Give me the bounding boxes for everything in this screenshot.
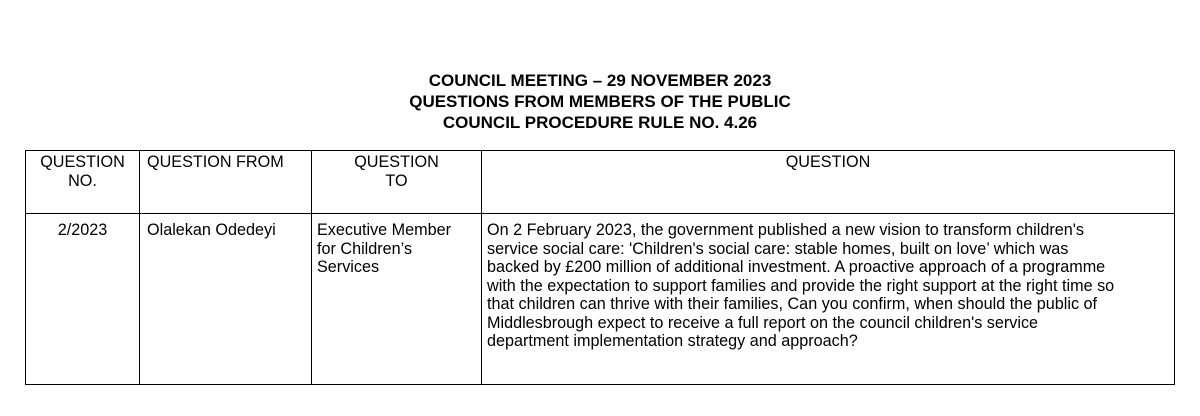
header-question-to-line1: QUESTION — [354, 153, 439, 171]
question-number-cell — [26, 214, 140, 385]
question-from: Olalekan Odedeyi — [147, 221, 276, 239]
question-to-line: Services — [317, 258, 380, 276]
question-to-line: for Children’s — [317, 239, 413, 258]
section-title: QUESTIONS FROM MEMBERS OF THE PUBLIC — [409, 92, 791, 111]
document-heading — [0, 70, 1200, 133]
header-question-to — [312, 151, 482, 214]
meeting-title: COUNCIL MEETING – 29 NOVEMBER 2023 — [428, 71, 772, 90]
header-question-from-label: QUESTION FROM — [147, 153, 284, 171]
question-to-cell — [312, 214, 482, 385]
question-text-line: backed by £200 million of additional investment. A proactive approach of a programme — [487, 258, 1106, 276]
question-from-cell — [140, 214, 312, 385]
header-question-to-line2: TO — [385, 171, 408, 190]
header-question — [482, 151, 1175, 214]
question-to-line: Executive Member — [317, 221, 452, 239]
questions-table — [25, 150, 1175, 385]
table-header-row — [26, 151, 1175, 214]
question-text-line: with the expectation to support families and provide the right support at the right time so — [487, 276, 1115, 295]
question-text-line: Middlesbrough expect to receive a full report on the council children's service — [487, 313, 1039, 332]
question-number: 2/2023 — [57, 221, 108, 239]
question-text-line: service social care: 'Children's social care: stable homes, built on love’ which was — [487, 239, 1069, 258]
question-text-line: On 2 February 2023, the government published a new vision to transform children's — [487, 221, 1084, 239]
header-question-no — [26, 151, 140, 214]
header-question-no-line2: NO. — [68, 171, 97, 190]
procedure-rule-title: COUNCIL PROCEDURE RULE NO. 4.26 — [442, 113, 758, 132]
header-question-label: QUESTION — [785, 153, 871, 171]
question-text-line: department implementation strategy and approach? — [487, 332, 858, 350]
header-question-from — [140, 151, 312, 214]
question-text-line: that children can thrive with their families, Can you confirm, when should the public of — [487, 295, 1098, 313]
table-row — [26, 214, 1175, 385]
header-question-no-line1: QUESTION — [40, 153, 125, 171]
question-text-cell — [482, 214, 1175, 385]
